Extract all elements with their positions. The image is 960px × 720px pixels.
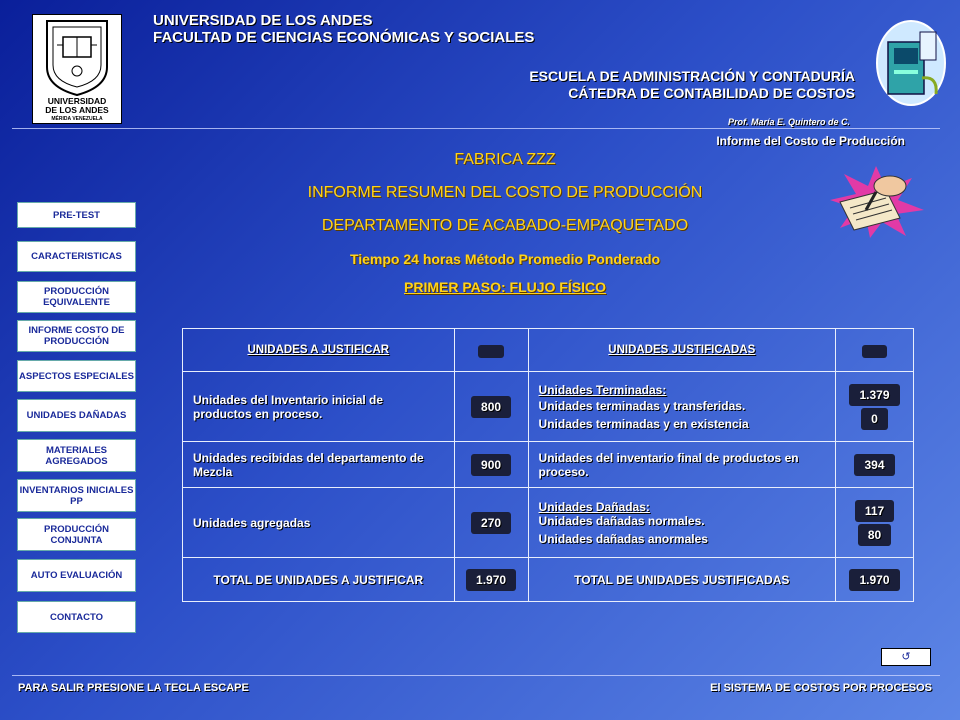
row-value: 0 xyxy=(861,408,888,430)
logo-line-3: MÉRIDA VENEZUELA xyxy=(51,116,103,122)
sidebar-item-label: INFORME COSTO DE PRODUCCIÓN xyxy=(28,325,125,347)
faculty-name: FACULTAD DE CIENCIAS ECONÓMICAS Y SOCIALES xyxy=(153,29,535,46)
sidebar-item-label: MATERIALES AGREGADOS xyxy=(45,444,108,467)
total-right-value: 1.970 xyxy=(849,569,899,591)
row-value-cell xyxy=(836,488,914,558)
total-right-value-cell xyxy=(836,558,914,602)
row-value: 800 xyxy=(471,396,511,418)
sidebar-item-label: PRODUCCIÓN CONJUNTA xyxy=(44,523,109,546)
row-value: 1.379 xyxy=(849,384,899,406)
professor-name: Prof. María E. Quintero de C. xyxy=(727,117,850,127)
header-divider xyxy=(12,128,940,129)
row-value: 117 xyxy=(855,500,894,522)
exit-instruction: PARA SALIR PRESIONE LA TECLA ESCAPE xyxy=(18,682,249,694)
report-title: INFORME RESUMEN DEL COSTO DE PRODUCCIÓN xyxy=(307,184,703,201)
total-left-value: 1.970 xyxy=(466,569,516,591)
university-name: UNIVERSIDAD DE LOS ANDES xyxy=(153,12,373,29)
row-detail-cell xyxy=(528,488,835,558)
sidebar-item-contacto[interactable] xyxy=(17,601,136,633)
row-value-cell xyxy=(454,372,528,442)
total-left-label: TOTAL DE UNIDADES A JUSTIFICAR xyxy=(183,558,455,602)
sidebar-item-caracteristicas[interactable] xyxy=(17,241,136,272)
row-detail-cell xyxy=(528,372,835,442)
row-detail: Unidades del inventario final de productos en proceso. xyxy=(528,442,835,488)
physical-flow-table xyxy=(182,328,914,602)
table-row xyxy=(183,372,914,442)
table-total-row xyxy=(183,558,914,602)
method-subtitle: Tiempo 24 horas Método Promedio Ponderado xyxy=(349,251,661,267)
sidebar-item-label: AUTO EVALUACIÓN xyxy=(30,570,123,581)
row-detail-b: Unidades terminadas y en existencia xyxy=(538,416,749,431)
row-subtitle: Unidades Terminadas: xyxy=(538,382,667,397)
logo-text xyxy=(33,97,121,124)
writing-hand-clipart-icon xyxy=(826,166,926,238)
return-button[interactable] xyxy=(881,648,931,666)
header-value-cell xyxy=(454,329,528,372)
row-detail-b: Unidades dañadas anormales xyxy=(538,531,708,546)
row-value-cell xyxy=(454,488,528,558)
row-label: Unidades recibidas del departamento de Mezcla xyxy=(183,442,455,488)
logo-line-2: DE LOS ANDES xyxy=(45,105,109,115)
row-detail-a: Unidades dañadas normales. xyxy=(538,513,705,528)
footer-divider xyxy=(12,675,940,676)
row-value: 900 xyxy=(471,454,511,476)
return-arrow-icon: ↺ xyxy=(901,651,911,663)
logo-line-1: UNIVERSIDAD xyxy=(47,96,107,106)
section-title-link[interactable]: Informe del Costo de Producción xyxy=(716,134,905,148)
header-value-cell xyxy=(836,329,914,372)
table-row xyxy=(183,442,914,488)
row-value: 270 xyxy=(471,512,511,534)
row-label: Unidades del Inventario inicial de productos en proceso. xyxy=(183,372,455,442)
school-header xyxy=(529,68,855,102)
footer-system-title: El SISTEMA DE COSTOS POR PROCESOS xyxy=(710,682,932,694)
row-value: 394 xyxy=(854,454,894,476)
sidebar-item-label: UNIDADES DAÑADAS xyxy=(26,410,127,421)
sidebar-item-label: PRE-TEST xyxy=(53,209,100,221)
row-detail-a: Unidades terminadas y transferidas. xyxy=(538,398,746,413)
sidebar-item-materiales-agregados[interactable] xyxy=(17,439,136,472)
header-units-justified: UNIDADES JUSTIFICADAS xyxy=(528,329,835,372)
sidebar-item-produccion-equivalente[interactable] xyxy=(17,281,136,313)
chair-name: CÁTEDRA DE CONTABILIDAD DE COSTOS xyxy=(568,85,855,101)
sidebar-item-label: CONTACTO xyxy=(50,611,103,623)
university-logo xyxy=(32,14,122,124)
sidebar-item-informe-costo[interactable] xyxy=(17,320,136,352)
sidebar-item-produccion-conjunta[interactable] xyxy=(17,518,136,551)
row-value: 80 xyxy=(858,524,891,546)
total-left-value-cell xyxy=(454,558,528,602)
row-value-cell xyxy=(836,372,914,442)
department-title: DEPARTAMENTO DE ACABADO-EMPAQUETADO xyxy=(321,217,689,234)
sidebar-item-aspectos-especiales[interactable] xyxy=(17,360,136,392)
row-value-cell xyxy=(836,442,914,488)
sidebar-item-inventarios-iniciales[interactable] xyxy=(17,479,136,512)
company-title: FABRICA ZZZ xyxy=(454,151,556,168)
sidebar-item-label: ASPECTOS ESPECIALES xyxy=(19,370,134,382)
step-subtitle: PRIMER PASO: FLUJO FÍSICO xyxy=(404,279,606,295)
table-row xyxy=(183,488,914,558)
row-label: Unidades agregadas xyxy=(183,488,455,558)
sidebar-item-pre-test[interactable] xyxy=(17,202,136,228)
sidebar-item-label: PRODUCCIÓN EQUIVALENTE xyxy=(43,286,110,308)
sidebar-item-unidades-danadas[interactable] xyxy=(17,399,136,432)
computer-clipart-icon xyxy=(876,18,946,108)
header-units-to-justify: UNIDADES A JUSTIFICAR xyxy=(183,329,455,372)
university-header xyxy=(153,12,534,46)
school-name: ESCUELA DE ADMINISTRACIÓN Y CONTADURÍA xyxy=(529,68,855,84)
sidebar-item-auto-evaluacion[interactable] xyxy=(17,559,136,592)
sidebar-item-label: INVENTARIOS INICIALES PP xyxy=(19,484,134,507)
row-subtitle: Unidades Dañadas: xyxy=(538,499,650,514)
table-header-row xyxy=(183,329,914,372)
row-value-cell xyxy=(454,442,528,488)
sidebar-item-label: CARACTERISTICAS xyxy=(31,251,122,262)
total-right-label: TOTAL DE UNIDADES JUSTIFICADAS xyxy=(528,558,835,602)
